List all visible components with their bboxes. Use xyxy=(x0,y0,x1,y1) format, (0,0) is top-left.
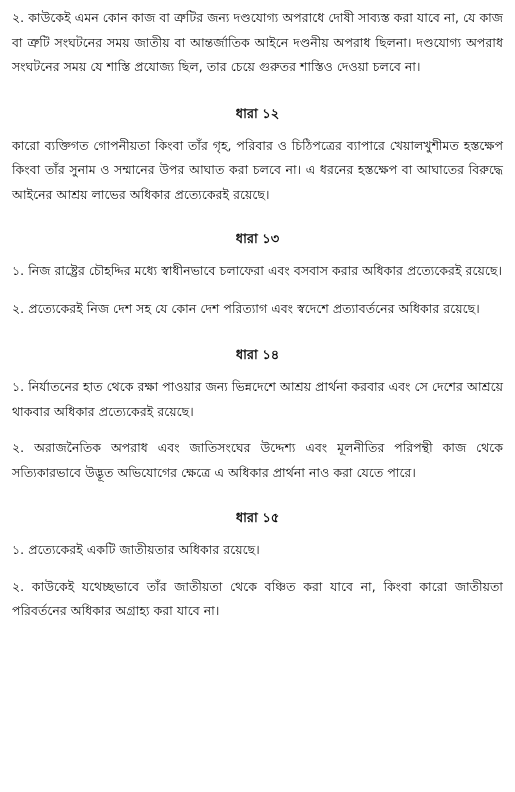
article-12-body: কারো ব্যক্তিগত গোপনীয়তা কিংবা তাঁর গৃহ, পরিবার ও চিঠিপত্রের ব্যাপারে খেয়ালখুশীমত হস্তক্ষেপ কিংবা তাঁর সুনাম ও সম্মানের উপর আঘাত করা চলবে না। এ ধরনের হস্তক্ষেপ বা আঘাতের বিরুদ্ধে আইনের আশ্রয় লাভের অধিকার প্রত্যেকেরই রয়েছে। xyxy=(12,137,503,202)
article-11-paragraph-2: ২. কাউকেই এমন কোন কাজ বা ত্রুটির জন্য দণ্ডযোগ্য অপরাধে দোষী সাব্যস্ত করা যাবে না, যে কাজ বা ত্রুটি সংঘটনের সময় জাতীয় বা আন্তর্জাতিক আইনে দণ্ডনীয় অপরাধ ছিলনা। দণ্ডযোগ্য অপরাধ সংঘটনের সময় যে শাস্তি প্রযোজ্য ছিল, তার চেয়ে গুরুতর শাস্তিও দেওয়া চলবে না। xyxy=(12,10,503,74)
article-14-paragraph-2: ২. অরাজনৈতিক অপরাধ এবং জাতিসংঘের উদ্দেশ্য এবং মূলনীতির পরিপন্থী কাজ থেকে সত্যিকারভাবে উদ্ভূত অভিযোগের ক্ষেত্রে এ অধিকার প্রার্থনা নাও করা যেতে পারে। xyxy=(12,440,503,480)
article-15-paragraph-1: ১. প্রত্যেকেরই একটি জাতীয়তার অধিকার রয়েছে। xyxy=(12,542,260,557)
article-14-paragraph-1: ১. নির্যাতনের হাত থেকে রক্ষা পাওয়ার জন্য ভিন্নদেশে আশ্রয় প্রার্থনা করবার এবং সে দেশের আশ্রয়ে থাকবার অধিকার প্রত্যেকেরই রয়েছে। xyxy=(12,379,503,419)
article-15-heading: ধারা ১৫ xyxy=(235,511,280,526)
article-13-heading: ধারা ১৩ xyxy=(235,232,280,247)
article-13-paragraph-1: ১. নিজ রাষ্ট্রের চৌহদ্দির মধ্যে স্বাধীনভাবে চলাফেরা এবং বসবাস করার অধিকার প্রত্যেকেরই রয়েছে। xyxy=(12,263,502,278)
article-14-heading: ধারা ১৪ xyxy=(235,348,280,363)
article-12-heading: ধারা ১২ xyxy=(235,106,280,122)
article-15-paragraph-2: ২. কাউকেই যথেচ্ছভাবে তাঁর জাতীয়তা থেকে বঞ্চিত করা যাবে না, কিংবা কারো জাতীয়তা পরিবর্তনের অধিকার অগ্রাহ্য করা যাবে না। xyxy=(12,578,503,618)
article-13-paragraph-2: ২. প্রত্যেকেরই নিজ দেশ সহ যে কোন দেশ পরিত্যাগ এবং স্বদেশে প্রত্যাবর্তনের অধিকার রয়েছে। xyxy=(12,300,480,316)
